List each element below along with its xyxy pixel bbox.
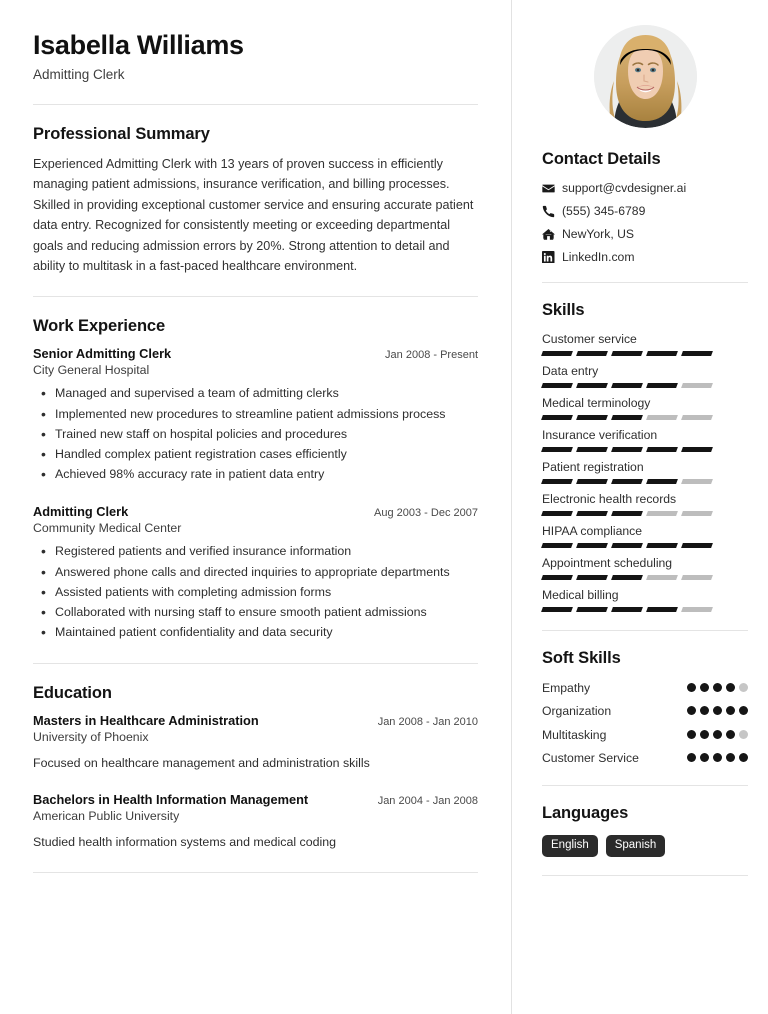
rating-dot [700, 683, 709, 692]
section-heading-summary: Professional Summary [33, 125, 210, 144]
soft-skill-name: Multitasking [542, 727, 607, 742]
list-item: • Answered phone calls and directed inquiries to appropriate departments [33, 563, 478, 582]
skill-level-segment [646, 479, 678, 484]
skill-level-segment [541, 575, 573, 580]
rating-dot [700, 706, 709, 715]
skill-level-segment [541, 543, 573, 548]
summary-text: Experienced Admitting Clerk with 13 years of proven success in efficiently managing patient admissions, insurance verification, and billing processes. Skilled in providing exceptional customer service and ensuring accurate patient data entry. Recognized for consistently meeting or exceeding departmental goals and reducing admission errors by 20%. Strong attention to detail and ability to multitask in a fast-paced healthcare environment. [33, 157, 474, 273]
rating-dot [726, 706, 735, 715]
skill-level-segment [611, 511, 643, 516]
soft-skill-name: Customer Service [542, 751, 639, 766]
skill-row [542, 364, 748, 388]
skill-level-segment [681, 543, 713, 548]
rating-dot [700, 753, 709, 762]
divider [542, 282, 748, 283]
skill-level-segment [576, 415, 608, 420]
skill-level-bar [542, 575, 748, 580]
skill-row [542, 556, 748, 580]
education-description: Focused on healthcare management and administration skills [33, 755, 370, 770]
skill-level-segment [611, 479, 643, 484]
rating-dot [739, 683, 748, 692]
skill-row [542, 396, 748, 420]
skill-name: Data entry [542, 364, 599, 378]
skill-level-segment [646, 511, 678, 516]
list-item: • Trained new staff on hospital policies and procedures [33, 425, 478, 444]
list-item: • Maintained patient confidentiality and data security [33, 623, 478, 642]
education-date: Jan 2004 - Jan 2008 [377, 794, 478, 807]
contact-item-linkedin[interactable] [542, 250, 748, 264]
rating-dot [713, 730, 722, 739]
contact-item-phone[interactable] [542, 204, 748, 218]
phone-icon [542, 205, 562, 218]
skill-level-segment [611, 383, 643, 388]
skill-level-segment [576, 479, 608, 484]
experience-entry-head [33, 504, 478, 519]
section-heading-contact: Contact Details [542, 150, 661, 168]
section-professional-summary [33, 125, 478, 276]
header-block [33, 30, 478, 82]
spacer [33, 488, 478, 504]
soft-skill-row [542, 727, 748, 743]
section-heading-skills: Skills [542, 301, 585, 319]
linkedin-icon [542, 251, 562, 264]
soft-skill-name: Organization [542, 704, 612, 719]
skill-row [542, 460, 748, 484]
skill-level-segment [681, 383, 713, 388]
skill-level-segment [646, 447, 678, 452]
list-item: • Managed and supervised a team of admitting clerks [33, 384, 478, 403]
section-heading-soft-skills: Soft Skills [542, 649, 621, 667]
education-degree: Bachelors in Health Information Management [33, 791, 309, 807]
skill-level-segment [576, 383, 608, 388]
experience-date: Aug 2003 - Dec 2007 [374, 507, 478, 520]
education-entry [33, 792, 478, 852]
skill-name: Electronic health records [542, 492, 677, 506]
education-description: Studied health information systems and medical coding [33, 834, 337, 849]
skill-level-segment [541, 351, 573, 356]
skill-level-segment [541, 383, 573, 388]
soft-skill-row [542, 750, 748, 766]
soft-skill-name: Empathy [542, 681, 591, 695]
experience-entry-head [33, 346, 478, 361]
soft-skill-row [542, 703, 748, 719]
skill-name: Patient registration [542, 460, 644, 474]
language-chip: English [542, 835, 598, 857]
skill-level-segment [646, 351, 678, 356]
divider [33, 104, 478, 105]
rating-dot [687, 753, 696, 762]
skill-level-segment [576, 575, 608, 580]
envelope-icon [542, 182, 562, 195]
education-entry [33, 713, 478, 773]
skill-name: Insurance verification [542, 428, 658, 442]
skills-list [542, 332, 748, 612]
section-heading-education: Education [33, 683, 112, 702]
soft-skill-rating [687, 703, 748, 715]
education-entry-head [33, 713, 478, 728]
skill-level-segment [611, 351, 643, 356]
language-chip: Spanish [606, 835, 666, 857]
section-languages [542, 804, 748, 857]
skill-level-segment [611, 415, 643, 420]
skill-level-segment [611, 607, 643, 612]
divider [542, 630, 748, 631]
soft-skill-row [542, 680, 748, 696]
rating-dot [713, 706, 722, 715]
education-entry-head [33, 792, 478, 807]
skill-level-segment [541, 511, 573, 516]
soft-skill-rating [687, 750, 748, 762]
section-soft-skills [542, 649, 748, 767]
list-item: • Collaborated with nursing staff to ensure smooth patient admissions [33, 603, 478, 622]
skill-level-segment [646, 383, 678, 388]
skill-level-segment [576, 543, 608, 548]
skill-level-segment [541, 479, 573, 484]
skill-name: Appointment scheduling [542, 556, 673, 570]
education-school: University of Phoenix [33, 729, 149, 744]
avatar [594, 25, 697, 128]
skill-level-segment [681, 607, 713, 612]
rating-dot [739, 706, 748, 715]
languages-list [542, 835, 748, 857]
rating-dot [713, 753, 722, 762]
experience-bullets [33, 542, 478, 642]
skill-row [542, 428, 748, 452]
skill-level-bar [542, 511, 748, 516]
experience-bullets [33, 384, 478, 484]
skill-level-bar [542, 543, 748, 548]
rating-dot [726, 683, 735, 692]
list-item: • Achieved 98% accuracy rate in patient data entry [33, 465, 478, 484]
contact-item-email[interactable] [542, 181, 748, 195]
skill-name: Customer service [542, 332, 637, 346]
experience-entry [33, 346, 478, 484]
rating-dot [739, 753, 748, 762]
divider [33, 663, 478, 664]
list-item: • Handled complex patient registration cases efficiently [33, 445, 478, 464]
contact-value-email: support@cvdesigner.ai [562, 181, 687, 195]
contact-item-location[interactable] [542, 227, 748, 241]
skill-level-bar [542, 383, 748, 388]
skill-name: Medical terminology [542, 396, 651, 410]
list-item: • Registered patients and verified insurance information [33, 542, 478, 561]
job-title: Admitting Clerk [33, 67, 125, 83]
divider [33, 296, 478, 297]
section-contact-details [542, 150, 748, 264]
skill-row [542, 588, 748, 612]
skill-level-segment [681, 479, 713, 484]
contact-list [542, 181, 748, 264]
skill-level-segment [681, 351, 713, 356]
education-date: Jan 2008 - Jan 2010 [377, 715, 478, 728]
skill-level-segment [611, 575, 643, 580]
divider [33, 872, 478, 873]
skill-row [542, 492, 748, 516]
rating-dot [726, 753, 735, 762]
rating-dot [726, 730, 735, 739]
section-heading-work: Work Experience [33, 317, 166, 336]
list-item: • Implemented new procedures to streamline patient admissions process [33, 405, 478, 424]
skill-level-segment [646, 543, 678, 548]
avatar-wrapper [542, 25, 748, 128]
section-education [33, 684, 478, 852]
skill-level-segment [646, 415, 678, 420]
soft-skill-rating [687, 680, 748, 692]
contact-value-phone: (555) 345-6789 [562, 204, 646, 218]
skill-level-segment [576, 511, 608, 516]
skill-level-segment [611, 543, 643, 548]
experience-org: City General Hospital [33, 363, 150, 378]
spacer [33, 777, 478, 792]
home-icon [542, 228, 562, 241]
rating-dot [687, 730, 696, 739]
contact-value-linkedin: LinkedIn.com [562, 250, 635, 264]
skill-level-segment [681, 575, 713, 580]
skill-row [542, 524, 748, 548]
divider [542, 875, 748, 876]
skill-level-segment [611, 447, 643, 452]
skill-level-bar [542, 351, 748, 356]
section-skills [542, 301, 748, 612]
skill-level-segment [541, 415, 573, 420]
experience-role: Admitting Clerk [33, 504, 129, 520]
skill-level-segment [681, 447, 713, 452]
contact-value-location: NewYork, US [562, 227, 635, 241]
skill-level-segment [646, 607, 678, 612]
skill-name: Medical billing [542, 588, 619, 602]
skill-level-bar [542, 447, 748, 452]
rating-dot [687, 683, 696, 692]
skill-level-bar [542, 479, 748, 484]
skill-level-segment [681, 511, 713, 516]
skill-level-segment [576, 607, 608, 612]
skill-level-bar [542, 607, 748, 612]
divider [542, 785, 748, 786]
education-degree: Masters in Healthcare Administration [33, 712, 259, 728]
skill-level-segment [576, 447, 608, 452]
experience-org: Community Medical Center [33, 521, 182, 536]
section-heading-languages: Languages [542, 803, 629, 822]
rating-dot [739, 730, 748, 739]
skill-level-segment [541, 607, 573, 612]
sidebar-column [512, 0, 768, 1014]
soft-skills-list [542, 680, 748, 767]
rating-dot [687, 706, 696, 715]
skill-level-segment [541, 447, 573, 452]
section-work-experience [33, 317, 478, 642]
experience-role: Senior Admitting Clerk [33, 346, 172, 362]
skill-name: HIPAA compliance [542, 524, 643, 538]
experience-entry [33, 504, 478, 642]
skill-level-bar [542, 415, 748, 420]
rating-dot [700, 730, 709, 739]
list-item: • Assisted patients with completing admission forms [33, 583, 478, 602]
page-title: Isabella Williams [33, 30, 244, 60]
soft-skill-rating [687, 727, 748, 739]
experience-date: Jan 2008 - Present [385, 349, 478, 362]
skill-level-segment [646, 575, 678, 580]
skill-level-segment [576, 351, 608, 356]
rating-dot [713, 683, 722, 692]
skill-row [542, 332, 748, 356]
skill-level-segment [681, 415, 713, 420]
education-school: American Public University [33, 808, 180, 823]
